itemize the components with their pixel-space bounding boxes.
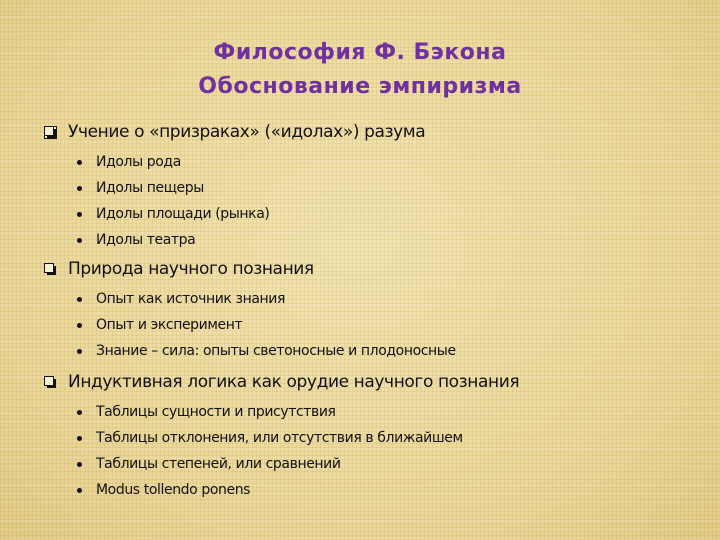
- list-item: [77, 201, 684, 227]
- bullet-dot-icon: [77, 323, 82, 328]
- checkbox-square-icon: [44, 376, 57, 389]
- bullet-dot-icon: [77, 410, 82, 415]
- section-heading: [44, 118, 684, 146]
- list-item: [77, 149, 684, 175]
- list-item-text: Знание – сила: опыты светоносные и плодоносные: [96, 343, 456, 359]
- bullet-dot-icon: [77, 462, 82, 467]
- bullet-dot-icon: [77, 297, 82, 302]
- list-item-text: Идолы площади (рынка): [96, 206, 270, 222]
- list-item: [77, 451, 684, 477]
- bullet-dot-icon: [77, 349, 82, 354]
- list-item: [77, 175, 684, 201]
- list-item-text: Modus tollendo ponens: [96, 482, 251, 498]
- list-item-text: Идолы театра: [96, 232, 196, 248]
- bullet-dot-icon: [77, 186, 82, 191]
- bullet-list: [44, 286, 684, 364]
- list-item-text: Таблицы отклонения, или отсутствия в ближайшем: [96, 430, 463, 446]
- section-heading-text: Учение о «призраках» («идолах») разума: [68, 122, 426, 142]
- bullet-list: [44, 399, 684, 503]
- list-item: [77, 399, 684, 425]
- bullet-dot-icon: [77, 160, 82, 165]
- list-item: [77, 312, 684, 338]
- list-item: [77, 425, 684, 451]
- list-item-text: Идолы пещеры: [96, 180, 204, 196]
- list-item: [77, 477, 684, 503]
- list-item: [77, 227, 684, 253]
- title-line-1: Философия Ф. Бэкона: [213, 40, 507, 65]
- checkbox-square-icon: [44, 126, 57, 139]
- list-item-text: Идолы рода: [96, 154, 181, 170]
- title-line-2: Обоснование эмпиризма: [198, 74, 522, 99]
- bullet-dot-icon: [77, 238, 82, 243]
- bullet-list: [44, 149, 684, 253]
- list-item-text: Таблицы сущности и присутствия: [96, 404, 336, 420]
- list-item-text: Таблицы степеней, или сравнений: [96, 456, 341, 472]
- section-heading: [44, 255, 684, 283]
- checkbox-square-icon: [44, 263, 57, 276]
- section-heading-text: Природа научного познания: [68, 259, 314, 279]
- bullet-dot-icon: [77, 436, 82, 441]
- section-heading: [44, 368, 684, 396]
- slide-title: [0, 36, 720, 104]
- slide-content: [44, 118, 684, 507]
- bullet-dot-icon: [77, 488, 82, 493]
- list-item: [77, 338, 684, 364]
- list-item: [77, 286, 684, 312]
- bullet-dot-icon: [77, 212, 82, 217]
- list-item-text: Опыт и эксперимент: [96, 317, 243, 333]
- list-item-text: Опыт как источник знания: [96, 291, 285, 307]
- section-heading-text: Индуктивная логика как орудие научного познания: [68, 372, 520, 392]
